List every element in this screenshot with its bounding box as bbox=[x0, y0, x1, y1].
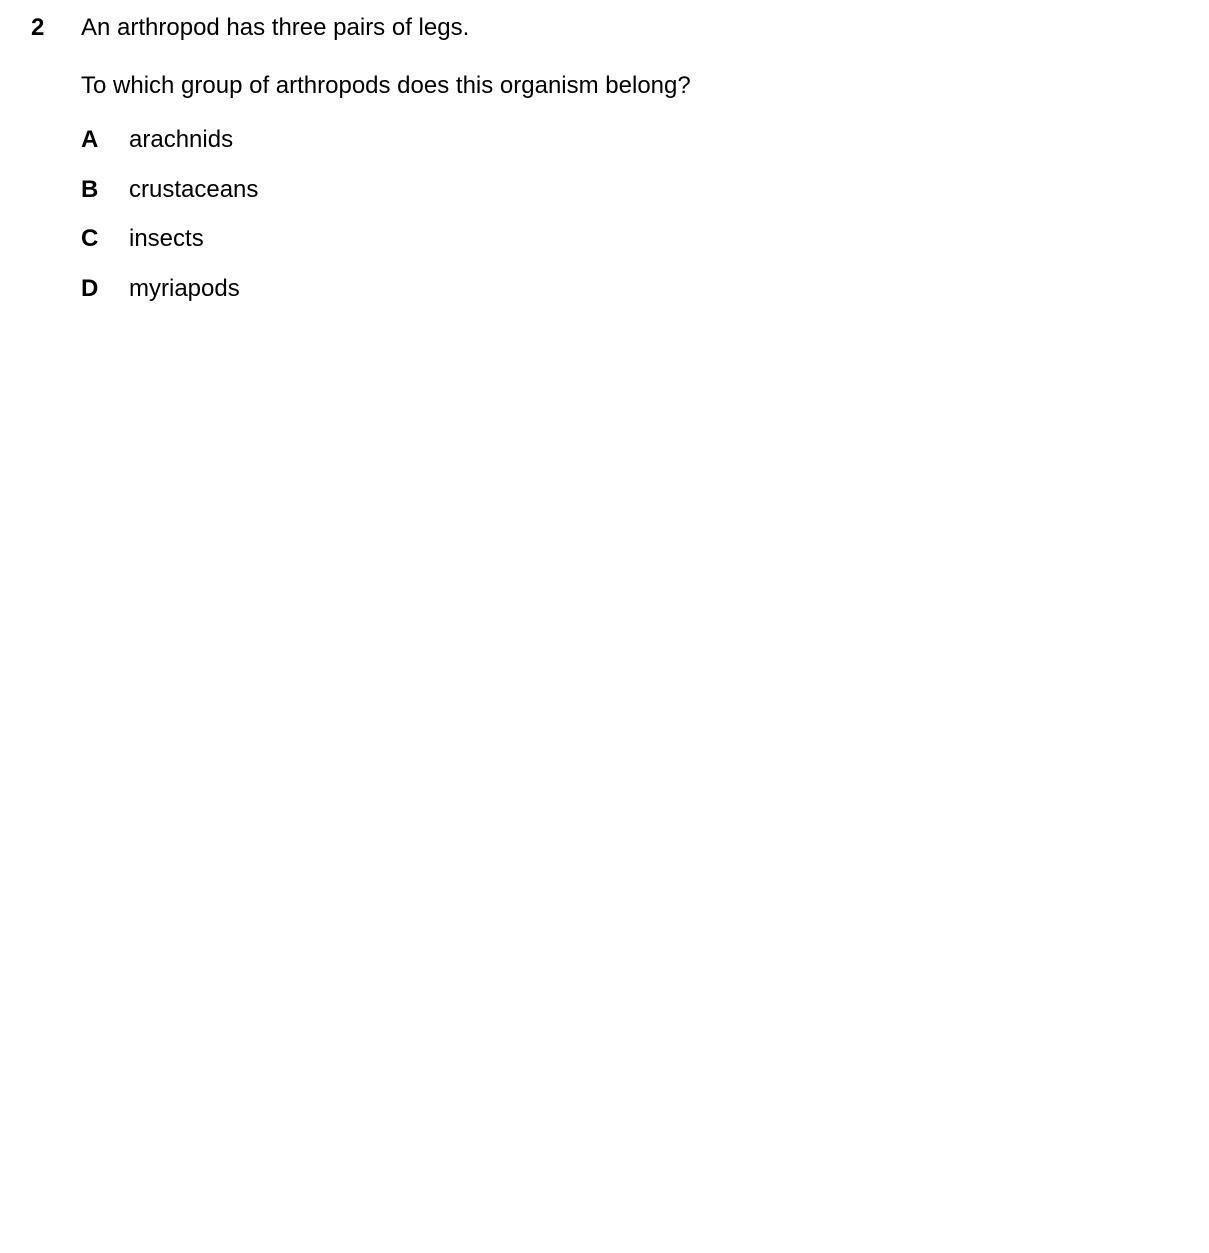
option-text: myriapods bbox=[129, 275, 240, 303]
question-stem-statement: An arthropod has three pairs of legs. bbox=[81, 14, 470, 41]
option-letter: D bbox=[81, 275, 99, 303]
question-number: 2 bbox=[31, 14, 45, 41]
option-text: arachnids bbox=[129, 126, 234, 153]
question-stem-prompt: To which group of arthropods does this organism belong? bbox=[81, 72, 691, 99]
option-letter: C bbox=[81, 225, 99, 253]
option-letter: A bbox=[81, 126, 99, 153]
option-text: insects bbox=[129, 225, 204, 253]
option-text: crustaceans bbox=[129, 175, 259, 203]
option-letter: B bbox=[81, 175, 99, 203]
